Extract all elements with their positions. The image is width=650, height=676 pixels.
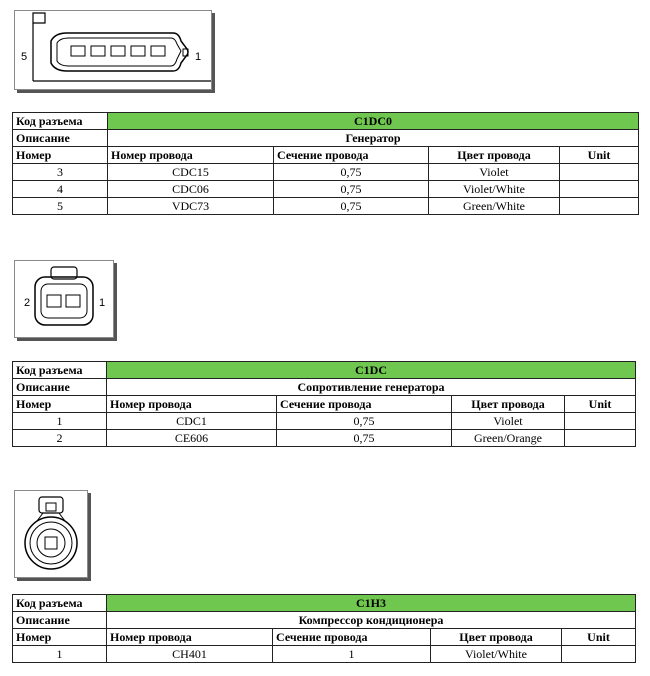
column-header-unit: Unit (565, 396, 636, 413)
table-row (13, 430, 636, 447)
connector-code: C1DC (107, 362, 636, 379)
code-label: Код разъема (13, 362, 107, 379)
connector-5pin-icon (15, 11, 211, 89)
column-header-wire-number: Номер провода (107, 396, 277, 413)
cell-wire: CDC15 (108, 164, 274, 181)
cell-number: 3 (13, 164, 108, 181)
cell-color: Violet/White (429, 181, 560, 198)
table-row (13, 130, 639, 147)
connector-table-c1h3 (12, 594, 636, 663)
cell-number: 5 (13, 198, 108, 215)
column-header-unit: Unit (560, 147, 639, 164)
table-row (13, 113, 639, 130)
column-header-wire-section: Сечение провода (277, 396, 452, 413)
cell-color: Violet (452, 413, 565, 430)
code-label: Код разъема (13, 113, 108, 130)
description-label: Описание (13, 612, 107, 629)
column-header-wire-section: Сечение провода (273, 629, 431, 646)
code-label: Код разъема (13, 595, 107, 612)
cell-section: 0,75 (274, 198, 429, 215)
table-row (13, 612, 636, 629)
table-row (13, 413, 636, 430)
cell-color: Violet (429, 164, 560, 181)
connector-table-c1dc (12, 361, 636, 447)
cell-wire: CE606 (107, 430, 277, 447)
cell-wire: CH401 (107, 646, 273, 663)
table-row (13, 362, 636, 379)
cell-color: Violet/White (431, 646, 562, 663)
column-header-wire-number: Номер провода (108, 147, 274, 164)
pin-label-left: 5 (21, 51, 28, 63)
cell-unit (565, 430, 636, 447)
connector-1pin-icon (15, 491, 87, 577)
cell-wire: CDC1 (107, 413, 277, 430)
connector-description: Сопротивление генератора (107, 379, 636, 396)
table-row (13, 595, 636, 612)
column-header-number: Номер (13, 147, 108, 164)
column-header-wire-section: Сечение провода (274, 147, 429, 164)
cell-section: 0,75 (277, 430, 452, 447)
column-header-wire-color: Цвет провода (429, 147, 560, 164)
cell-number: 4 (13, 181, 108, 198)
column-header-unit: Unit (562, 629, 636, 646)
connector-description: Генератор (108, 130, 639, 147)
pin-label-left: 2 (24, 297, 31, 309)
cell-color: Green/Orange (452, 430, 565, 447)
cell-section: 0,75 (274, 164, 429, 181)
cell-unit (560, 164, 639, 181)
cell-unit (560, 198, 639, 215)
table-header-row (13, 147, 639, 164)
connector-code: C1DC0 (108, 113, 639, 130)
cell-section: 0,75 (277, 413, 452, 430)
cell-section: 0,75 (274, 181, 429, 198)
description-label: Описание (13, 379, 107, 396)
table-header-row (13, 396, 636, 413)
table-row (13, 379, 636, 396)
cell-section: 1 (273, 646, 431, 663)
table-header-row (13, 629, 636, 646)
table-row (13, 181, 639, 198)
connector-table-c1dc0 (12, 112, 639, 215)
column-header-wire-color: Цвет провода (431, 629, 562, 646)
cell-unit (565, 413, 636, 430)
connector-c1dc-image (14, 260, 114, 338)
connector-code: C1H3 (107, 595, 636, 612)
connector-description: Компрессор кондиционера (107, 612, 636, 629)
table-row (13, 198, 639, 215)
cell-wire: CDC06 (108, 181, 274, 198)
cell-number: 1 (13, 413, 107, 430)
column-header-wire-number: Номер провода (107, 629, 273, 646)
connector-c1h3-image (14, 490, 88, 578)
cell-number: 1 (13, 646, 107, 663)
column-header-number: Номер (13, 629, 107, 646)
table-row (13, 646, 636, 663)
pin-label-right: 1 (195, 51, 202, 63)
cell-number: 2 (13, 430, 107, 447)
description-label: Описание (13, 130, 108, 147)
cell-color: Green/White (429, 198, 560, 215)
cell-wire: VDC73 (108, 198, 274, 215)
column-header-wire-color: Цвет провода (452, 396, 565, 413)
cell-unit (560, 181, 639, 198)
pin-label-right: 1 (99, 297, 106, 309)
table-row (13, 164, 639, 181)
cell-unit (562, 646, 636, 663)
column-header-number: Номер (13, 396, 107, 413)
connector-c1dc0-image (14, 10, 212, 90)
